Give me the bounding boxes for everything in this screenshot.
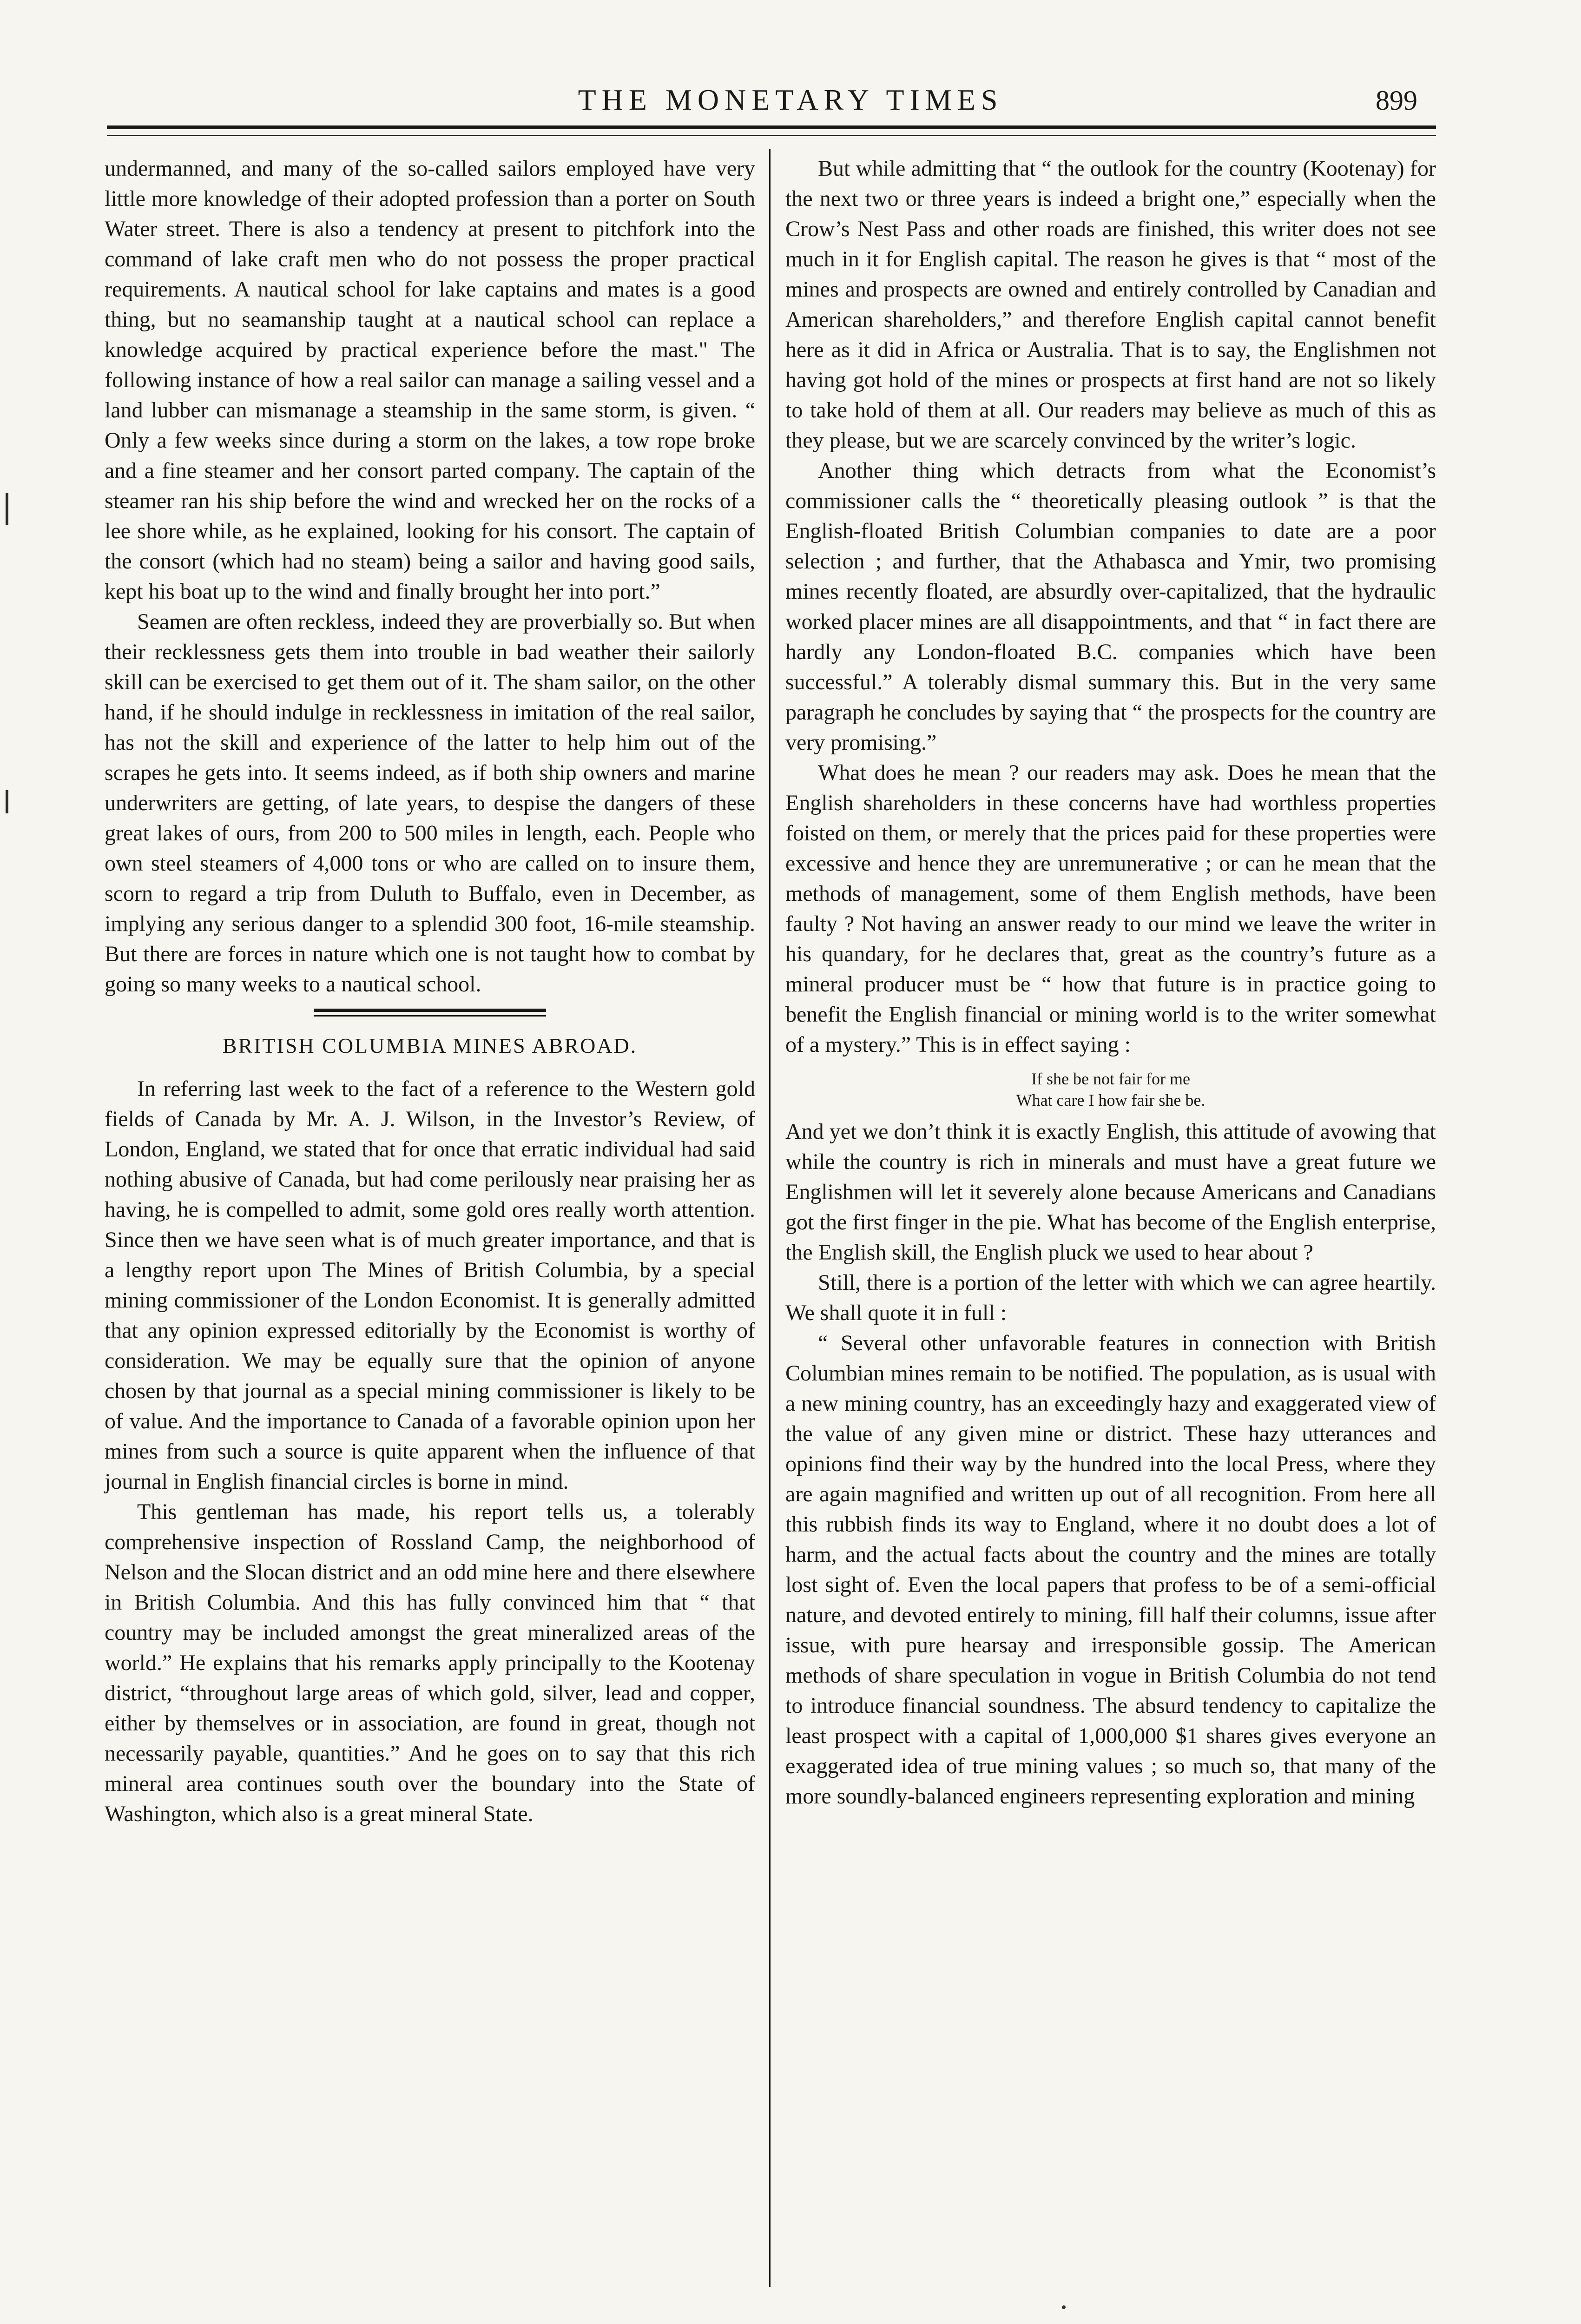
binding-mark — [6, 493, 8, 525]
paragraph: In referring last week to the fact of a reference to the Western gold fields of Canada by Mr. A. J. Wilson, in the Investor’s Review, of London, England, we stated that for once that erratic individual had said nothing abusive of Canada, but had come perilously near praising her as having, he is compelled to admit, some gold ores really worth attention. Since then we have seen what is of much greater importance, and that is a lengthy report upon The Mines of British Columbia, by a special mining commissioner of the London Economist. It is generally admitted that any opinion expressed editorially by the Economist is worthy of consideration. We may be equally sure that the opinion of anyone chosen by that journal as a special mining commissioner is likely to be of value. And the importance to Canada of a favorable opinion upon her mines from such a source is quite apparent when the influence of that journal in English financial circles is borne in mind. — [105, 1076, 755, 1494]
paragraph: Another thing which detracts from what the Economist’s commissioner calls the “ theoretically pleasing outlook ” is that the English-floated British Columbian companies to date are a poor selection ; and further, that the Athabasca and Ymir, two promising mines recently floated, are absurdly over-capitalized, that the hydraulic worked placer mines are all disappointments, and that “ in fact there are hardly any London-floated B.C. companies which have been successful.” A tolerably dismal summary this. But in the very same paragraph he concludes by saying that “ the prospects for the country are very promising.” — [785, 458, 1436, 755]
verse-quote — [785, 1068, 1436, 1111]
right-column — [785, 153, 1436, 1811]
left-column — [105, 153, 755, 1829]
paragraph: Still, there is a portion of the letter with which we can agree heartily. We shall quote it in full : — [785, 1270, 1436, 1325]
section-divider — [314, 1009, 546, 1017]
paragraph: undermanned, and many of the so-called sailors employed have very little more knowledge of their adopted profession than a porter on South Water street. There is also a tendency at present to pitchfork into the command of lake craft men who do not possess the proper practical requirements. A nautical school for lake captains and mates is a good thing, but no seamanship taught at a nautical school can replace a knowledge acquired by practical experience before the mast." The following instance of how a real sailor can manage a sailing vessel and a land lubber can mismanage a steamship in the same storm, is given. “ Only a few weeks since during a storm on the lakes, a tow rope broke and a fine steamer and her consort parted company. The captain of the steamer ran his ship before the wind and wrecked her on the rocks of a lee shore while, as he explained, looking for his consort. The captain of the consort (which had no steam) being a sailor and having good sails, kept his boat up to the wind and finally brought her into port.” — [105, 156, 755, 604]
article-heading: BRITISH COLUMBIA MINES ABROAD. — [222, 1034, 638, 1057]
verse-line: What care I how fair she be. — [1016, 1091, 1206, 1109]
verse-line: If she be not fair for me — [1031, 1070, 1190, 1088]
paragraph: “ Several other unfavorable features in connection with British Columbian mines remain to be notified. The population, as is usual with a new mining country, has an exceedingly hazy and exaggerated view of the value of any given mine or district. These hazy utterances and opinions find their way by the hundred into the local Press, where they are again magnified and written up out of all recognition. From here all this rubbish finds its way to England, where it no doubt does a lot of harm, and the actual facts about the country and the mines are totally lost sight of. Even the local papers that profess to be of a semi-official nature, and devoted entirely to mining, fill half their columns, issue after issue, with pure hearsay and irresponsible gossip. The American methods of share speculation in vogue in British Columbia do not tend to introduce financial soundness. The absurd tendency to capitalize the least prospect with a capital of 1,000,000 $1 shares gives everyone an exaggerated idea of true mining values ; so much so, that many of the more soundly-balanced engineers representing exploration and mining — [785, 1331, 1436, 1809]
paragraph: What does he mean ? our readers may ask. Does he mean that the English shareholders in these concerns have had worthless properties foisted on them, or merely that the prices paid for these properties were excessive and hence they are unremunerative ; or can he mean that the methods of management, some of them English methods, have been faulty ? Not having an answer ready to our mind we leave the writer in his quandary, for he declares that, great as the country’s future as a mineral producer must be “ how that future is in practice going to benefit the English financial or mining world is to the writer somewhat of a mystery.” This is in effect saying : — [785, 760, 1436, 1057]
paragraph: This gentleman has made, his report tells us, a tolerably comprehensive inspection of Rossland Camp, the neighborhood of Nelson and the Slocan district and an odd mine here and there elsewhere in British Columbia. And this has fully convinced him that “ that country may be included amongst the great mineralized areas of the world.” He explains that his remarks apply principally to the Kootenay district, “throughout large areas of which gold, silver, lead and copper, either by themselves or in association, are found in great, though not necessarily payable, quantities.” And he goes on to say that this rich mineral area continues south over the boundary into the State of Washington, which also is a great mineral State. — [105, 1499, 755, 1826]
paragraph: But while admitting that “ the outlook for the country (Kootenay) for the next two or three years is indeed a bright one,” especially when the Crow’s Nest Pass and other roads are finished, this writer does not see much in it for English capital. The reason he gives is that “ most of the mines and prospects are owned and entirely controlled by Canadian and American shareholders,” and therefore English capital cannot benefit here as it did in Africa or Australia. That is to say, the Englishmen not having got hold of the mines or prospects at first hand are not so likely to take hold of them at all. Our readers may believe as much of this as they please, but we are scarcely convinced by the writer’s logic. — [785, 156, 1436, 453]
column-separator — [769, 149, 771, 2287]
page-number: 899 — [1376, 85, 1417, 116]
binding-mark — [6, 790, 8, 813]
paragraph: Seamen are often reckless, indeed they are proverbially so. But when their recklessness gets them into trouble in bad weather their sailorly skill can be exercised to get them out of it. The sham sailor, on the other hand, if he should indulge in recklessness in imitation of the real sailor, has not the skill and experience of the latter to help him out of the scrapes he gets into. It seems indeed, as if both ship owners and marine underwriters are getting, of late years, to despise the dangers of these great lakes of ours, from 200 to 500 miles in length, each. People who own steel steamers of 4,000 tons or who are called on to insure them, scorn to regard a trip from Duluth to Buffalo, even in December, as implying any serious danger to a splendid 300 foot, 16-mile steamship. But there are forces in nature which one is not taught how to combat by going so many weeks to a nautical school. — [105, 609, 755, 997]
header-rule-thin — [107, 135, 1436, 136]
masthead-title: THE MONETARY TIMES — [578, 83, 1003, 116]
paragraph: And yet we don’t think it is exactly English, this attitude of avowing that while the country is rich in minerals and must have a great future we Englishmen will let it severely alone because Americans and Canadians got the first finger in the pie. What has become of the English enterprise, the English skill, the English pluck we used to hear about ? — [785, 1119, 1436, 1265]
print-speck — [1062, 2305, 1066, 2309]
header-rule — [107, 125, 1436, 129]
